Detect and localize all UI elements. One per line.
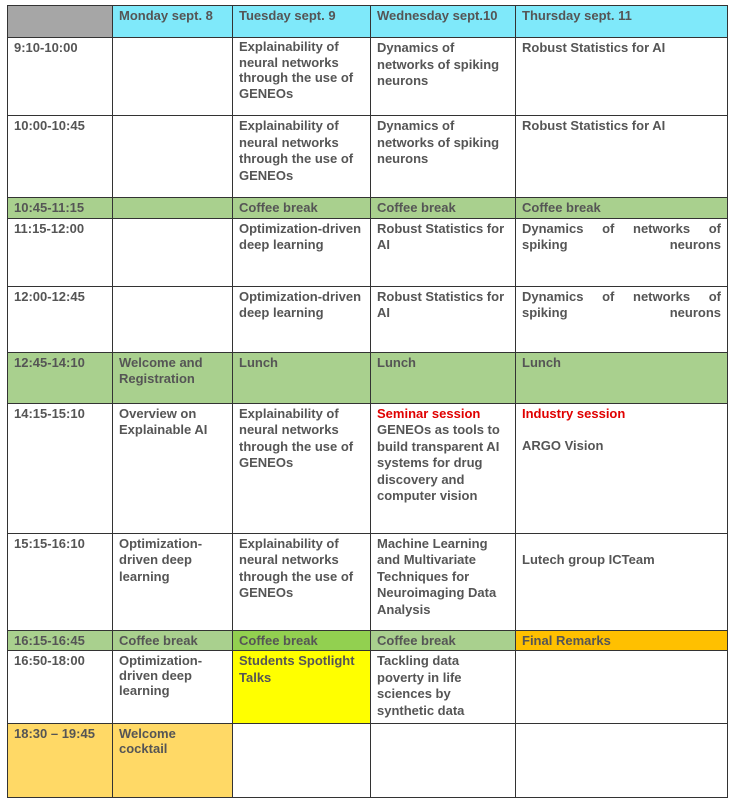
time-cell: 12:00-12:45 bbox=[8, 286, 113, 352]
time-cell: 16:15-16:45 bbox=[8, 630, 113, 651]
session-cell bbox=[516, 286, 728, 352]
session-text: Dynamics of networks of spiking neurons bbox=[522, 288, 721, 320]
table-row bbox=[8, 198, 728, 219]
break-cell: Coffee break bbox=[233, 630, 371, 651]
seminar-session-label: Seminar session bbox=[377, 405, 481, 421]
header-wednesday: Wednesday sept.10 bbox=[371, 6, 516, 38]
session-cell bbox=[516, 218, 728, 286]
session-text: Dynamics of networks of spiking neurons bbox=[522, 220, 721, 252]
session-cell bbox=[113, 198, 233, 219]
table-row bbox=[8, 651, 728, 724]
time-cell: 14:15-15:10 bbox=[8, 403, 113, 533]
table-row bbox=[8, 286, 728, 352]
time-cell: 15:15-16:10 bbox=[8, 533, 113, 630]
break-cell: Coffee break bbox=[233, 198, 371, 219]
session-cell: Explainability of neural networks through the use of GENEOs bbox=[233, 116, 371, 198]
schedule-table bbox=[7, 5, 728, 798]
session-cell: Optimization-driven deep learning bbox=[113, 651, 233, 724]
break-cell: Lunch bbox=[516, 352, 728, 403]
session-cell: Robust Statistics for AI bbox=[371, 218, 516, 286]
session-cell: Overview on Explainable AI bbox=[113, 403, 233, 533]
spotlight-cell: Students Spotlight Talks bbox=[233, 651, 371, 724]
session-cell: Explainability of neural networks through the use of GENEOs bbox=[233, 533, 371, 630]
session-cell: Optimization-driven deep learning bbox=[113, 533, 233, 630]
break-cell: Lunch bbox=[371, 352, 516, 403]
time-cell: 18:30 – 19:45 bbox=[8, 724, 113, 798]
session-text: ARGO Vision bbox=[522, 438, 604, 453]
header-row bbox=[8, 6, 728, 38]
session-cell: Welcome and Registration bbox=[113, 352, 233, 403]
table-row bbox=[8, 724, 728, 798]
cocktail-cell: Welcome cocktail bbox=[113, 724, 233, 798]
session-cell bbox=[113, 286, 233, 352]
break-cell: Coffee break bbox=[516, 198, 728, 219]
session-cell bbox=[516, 724, 728, 798]
session-cell: Robust Statistics for AI bbox=[516, 38, 728, 116]
time-cell: 10:45-11:15 bbox=[8, 198, 113, 219]
session-cell: Dynamics of networks of spiking neurons bbox=[371, 38, 516, 116]
final-remarks-cell: Final Remarks bbox=[516, 630, 728, 651]
session-cell: Lutech group ICTeam bbox=[516, 533, 728, 630]
header-thursday: Thursday sept. 11 bbox=[516, 6, 728, 38]
break-cell: Coffee break bbox=[371, 198, 516, 219]
break-cell: Coffee break bbox=[113, 630, 233, 651]
break-cell: Coffee break bbox=[371, 630, 516, 651]
session-cell: Optimization-driven deep learning bbox=[233, 286, 371, 352]
session-cell bbox=[113, 38, 233, 116]
session-cell: Tackling data poverty in life sciences by synthetic data bbox=[371, 651, 516, 724]
time-cell: 9:10-10:00 bbox=[8, 38, 113, 116]
session-cell: Explainability of neural networks through the use of GENEOs bbox=[233, 403, 371, 533]
session-text: GENEOs as tools to build transparent AI systems for drug discovery and computer vision bbox=[377, 422, 500, 503]
header-tuesday: Tuesday sept. 9 bbox=[233, 6, 371, 38]
session-cell: Robust Statistics for AI bbox=[516, 116, 728, 198]
session-cell: Optimization-driven deep learning bbox=[233, 218, 371, 286]
time-cell: 10:00-10:45 bbox=[8, 116, 113, 198]
table-row bbox=[8, 630, 728, 651]
table-row bbox=[8, 352, 728, 403]
session-cell bbox=[233, 724, 371, 798]
session-cell: Machine Learning and Multivariate Techniques for Neuroimaging Data Analysis bbox=[371, 533, 516, 630]
session-cell bbox=[371, 403, 516, 533]
time-cell: 11:15-12:00 bbox=[8, 218, 113, 286]
session-cell bbox=[516, 403, 728, 533]
session-cell: Explainability of neural networks through the use of GENEOs bbox=[233, 38, 371, 116]
header-monday: Monday sept. 8 bbox=[113, 6, 233, 38]
session-cell: Robust Statistics for AI bbox=[371, 286, 516, 352]
time-cell: 12:45-14:10 bbox=[8, 352, 113, 403]
session-cell bbox=[371, 724, 516, 798]
break-cell: Lunch bbox=[233, 352, 371, 403]
session-cell: Dynamics of networks of spiking neurons bbox=[371, 116, 516, 198]
session-cell bbox=[113, 218, 233, 286]
table-row bbox=[8, 533, 728, 630]
industry-session-label: Industry session bbox=[522, 405, 626, 421]
table-row bbox=[8, 403, 728, 533]
table-row bbox=[8, 116, 728, 198]
session-cell bbox=[516, 651, 728, 724]
table-row bbox=[8, 218, 728, 286]
table-row bbox=[8, 38, 728, 116]
time-cell: 16:50-18:00 bbox=[8, 651, 113, 724]
spacer bbox=[522, 422, 721, 438]
header-corner bbox=[8, 6, 113, 38]
session-cell bbox=[113, 116, 233, 198]
